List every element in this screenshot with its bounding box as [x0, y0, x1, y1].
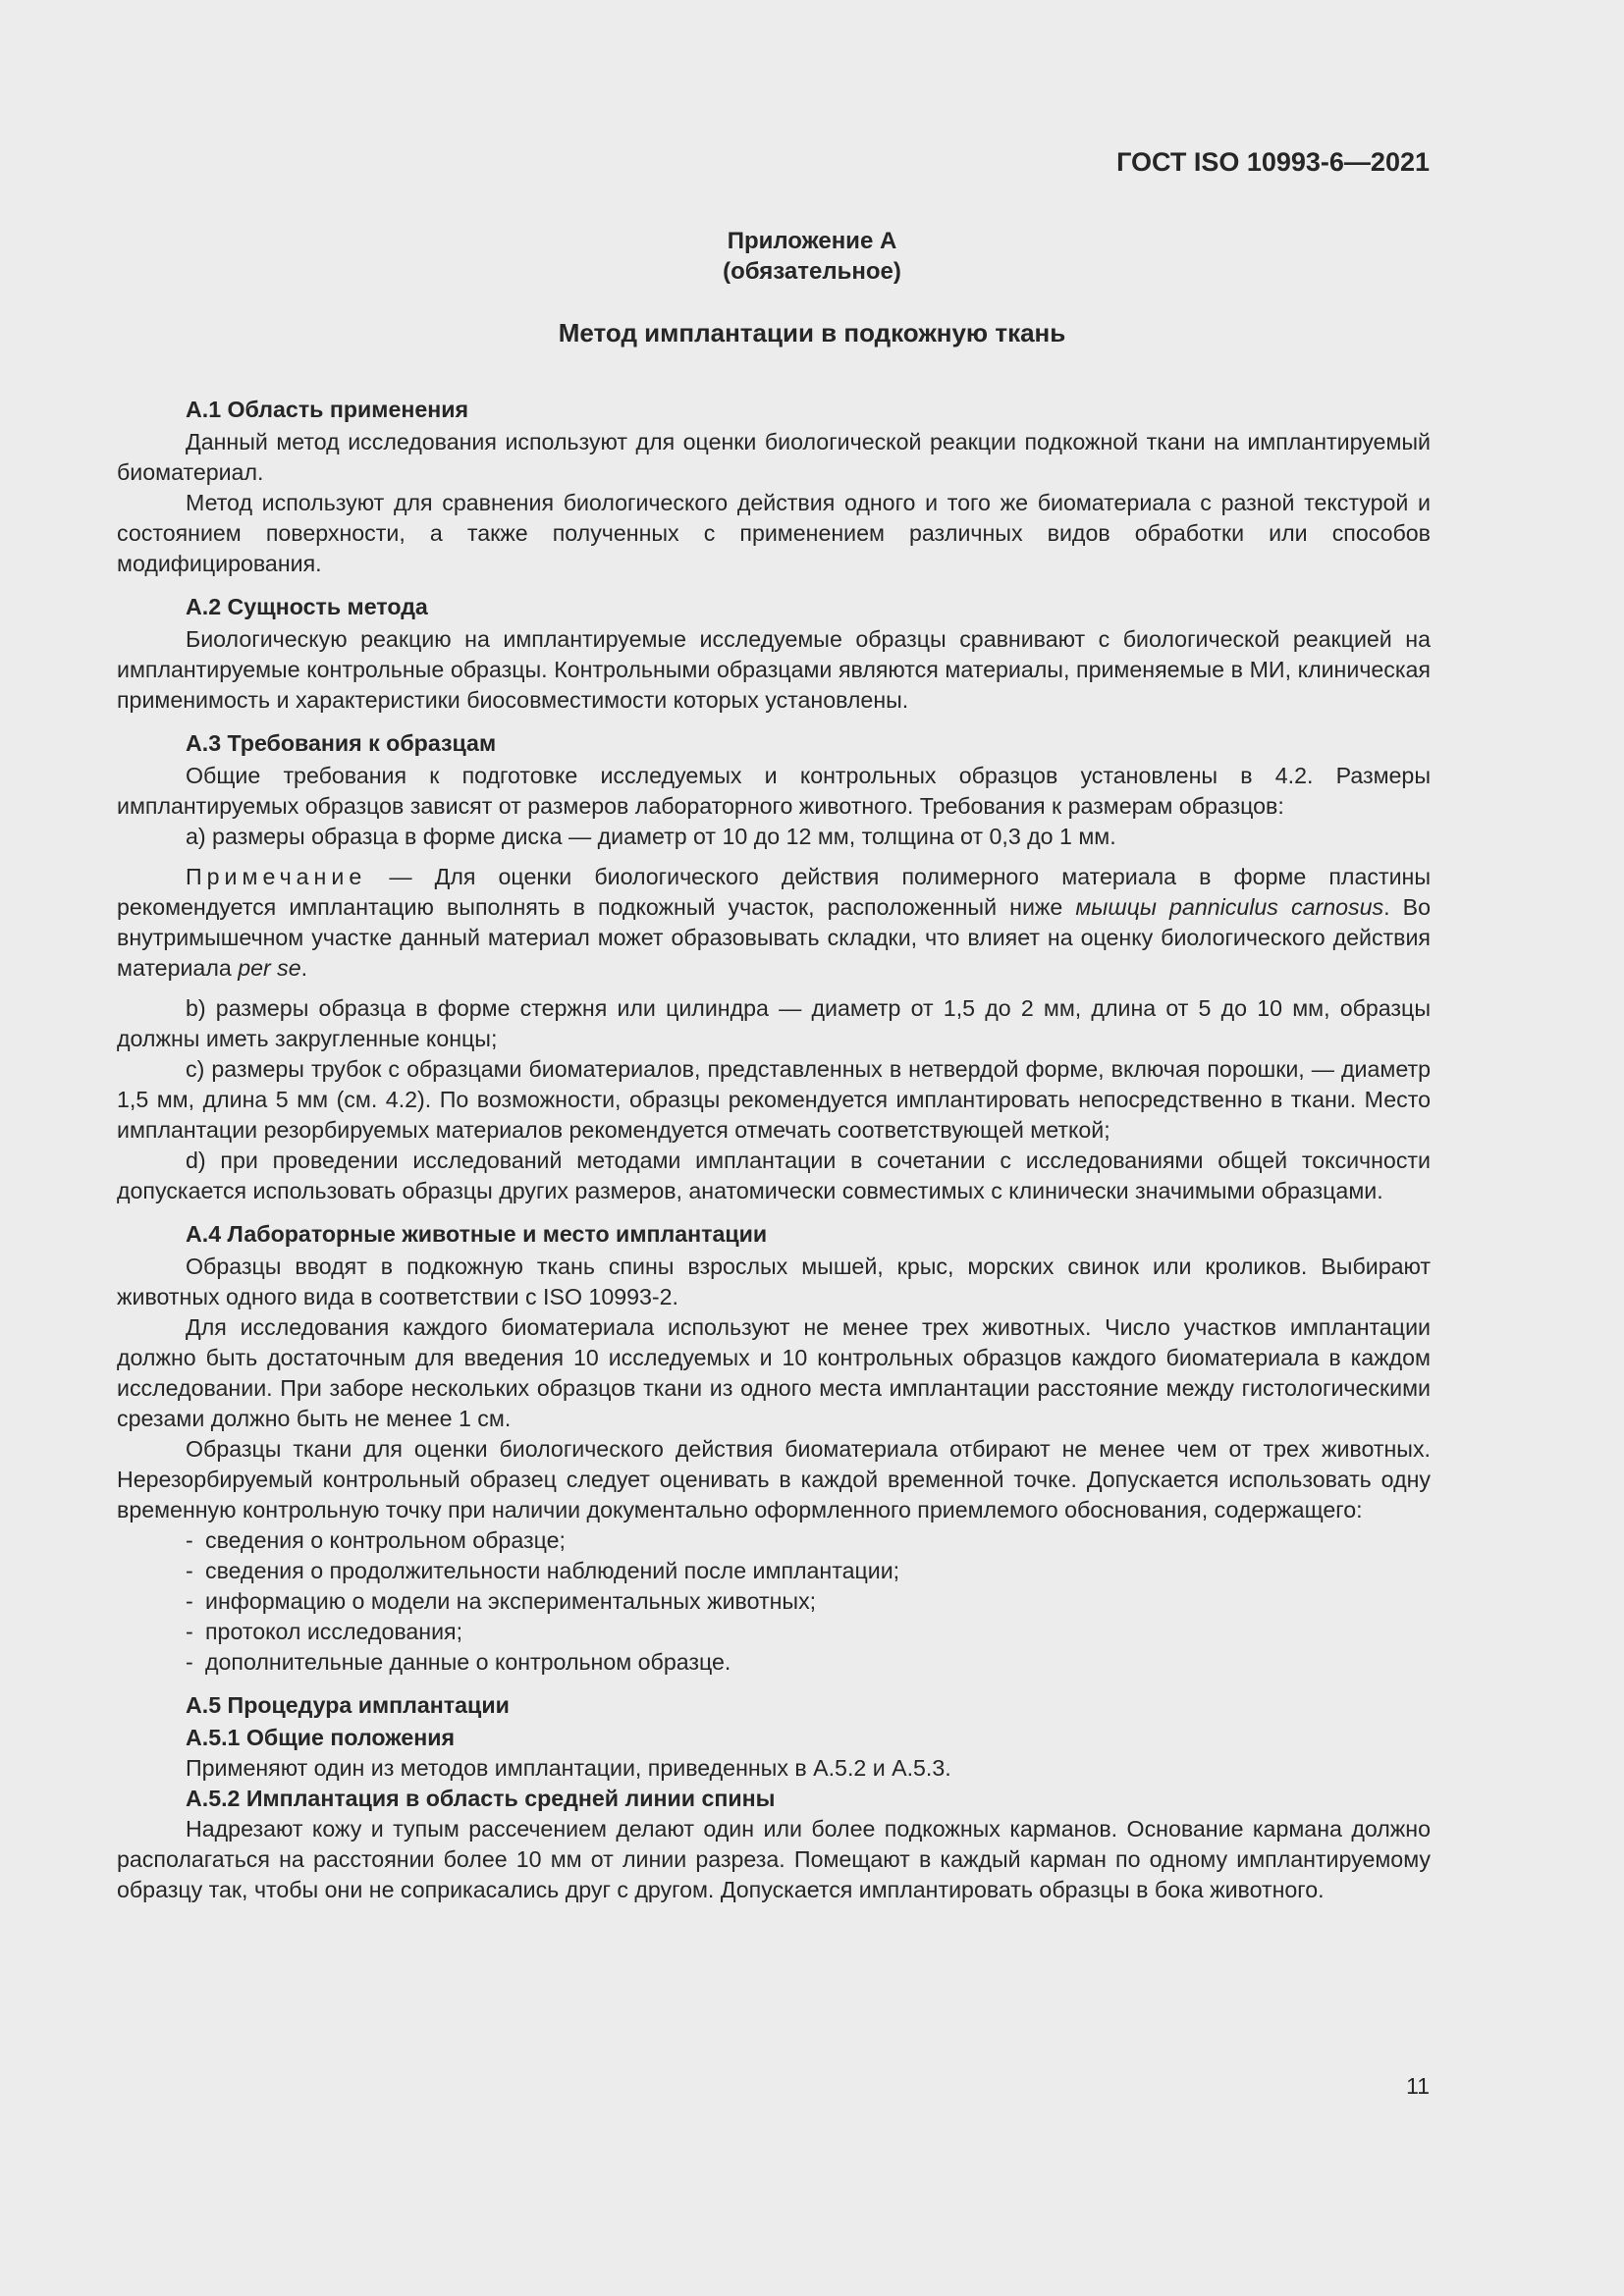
section-a2-heading: А.2 Сущность метода: [186, 594, 428, 619]
subsection-a5-1-heading: А.5.1 Общие положения: [186, 1725, 456, 1750]
paragraph: Надрезают кожу и тупым рассечением делают один или более подкожных карманов. Основание кармана должно располагаться на расстоянии более 10 мм от линии разреза. Помещают в каждый карман по одному имплантируемому образцу так, чтобы они не соприкасались друг с другом. Допускается имплантировать образцы в бока животного.: [117, 1816, 1431, 1902]
paragraph: Образцы вводят в подкожную ткань спины взрослых мышей, крыс, морских свинок или кроликов. Выбирают животных одного вида в соответствии с ISO 10993-2.: [117, 1254, 1431, 1309]
section-a1-heading: А.1 Область применения: [186, 397, 469, 422]
list-item-c: с) размеры трубок с образцами биоматериалов, представленных в нетвердой форме, включая порошки, — диаметр 1,5 мм, длина 5 мм (см. 4.2). По возможности, образцы рекомендуется имплантировать непосредственно в ткани. Место имплантации резорбируемых материалов рекомендуется отмечать соответствующей меткой;: [117, 1056, 1431, 1143]
paragraph: Для исследования каждого биоматериала используют не менее трех животных. Число участков имплантации должно быть достаточным для введения 10 исследуемых и 10 контрольных образцов каждого биоматериала в каждом исследовании. При заборе нескольких образцов ткани из одного места имплантации расстояние между гистологическими срезами должно быть не менее 1 см.: [117, 1314, 1431, 1431]
annex-title: Метод имплантации в подкожную ткань: [558, 318, 1066, 347]
list-item-b: b) размеры образца в форме стержня или цилиндра — диаметр от 1,5 до 2 мм, длина от 5 до 10 мм, образцы должны иметь закругленные концы;: [117, 995, 1431, 1051]
document-body: [117, 395, 1431, 1905]
list-item: - протокол исследования;: [186, 1617, 1431, 1647]
note: Примечание — Для оценки биологического действия полимерного материала в форме пластины рекомендуется имплантацию выполнять в подкожный участок, расположенный ниже мышцы panniculus carnosus. Во внутримышечном участке данный материал может образовывать складки, что влияет на оценку биологического действия материала per se.: [117, 864, 1431, 981]
list-item: - информацию о модели на экспериментальных животных;: [186, 1586, 1431, 1617]
page-number: 11: [1406, 2073, 1430, 2099]
note-label: Примечание: [186, 864, 367, 889]
section-a3-heading: А.3 Требования к образцам: [186, 730, 497, 756]
paragraph: Данный метод исследования используют для оценки биологической реакции подкожной ткани на имплантируемый биоматериал.: [117, 429, 1431, 485]
paragraph: Биологическую реакцию на имплантируемые исследуемые образцы сравнивают с биологической реакцией на имплантируемые контрольные образцы. Контрольными образцами являются материалы, применяемые в МИ, клиническая применимость и характеристики биосовместимости которых установлены.: [117, 626, 1431, 713]
subsection-a5-2-heading: А.5.2 Имплантация в область средней линии спины: [186, 1786, 776, 1811]
list-item: - дополнительные данные о контрольном образце.: [186, 1647, 1431, 1678]
paragraph: Применяют один из методов имплантации, приведенных в А.5.2 и А.5.3.: [186, 1755, 951, 1781]
paragraph: Общие требования к подготовке исследуемых и контрольных образцов установлены в 4.2. Размеры имплантируемых образцов зависят от размеров лабораторного животного. Требования к размерам образцов:: [117, 763, 1431, 819]
section-a4-heading: А.4 Лабораторные животные и место имплантации: [186, 1221, 768, 1247]
section-a5-heading: А.5 Процедура имплантации: [186, 1692, 510, 1718]
annex-label: Приложение А: [727, 228, 897, 254]
annex-status: (обязательное): [723, 258, 901, 285]
list-item-d: d) при проведении исследований методами имплантации в сочетании с исследованиями общей токсичности допускается использовать образцы других размеров, анатомически совместимых с клинически значимыми образцами.: [117, 1148, 1431, 1203]
list-item: - сведения о продолжительности наблюдений после имплантации;: [186, 1556, 1431, 1586]
paragraph: Образцы ткани для оценки биологического действия биоматериала отбирают не менее чем от трех животных. Нерезорбируемый контрольный образец следует оценивать в каждой временной точке. Допускается использовать одну временную контрольную точку при наличии документально оформленного приемлемого обоснования, содержащего:: [117, 1436, 1431, 1522]
annex-header: [0, 226, 1624, 287]
document-code: ГОСТ ISO 10993-6—2021: [1116, 147, 1430, 177]
list-item-a: а) размеры образца в форме диска — диаметр от 10 до 12 мм, толщина от 0,3 до 1 мм.: [186, 824, 1116, 849]
list-item: - сведения о контрольном образце;: [186, 1525, 1431, 1556]
dash-list: [117, 1525, 1431, 1678]
paragraph: Метод используют для сравнения биологического действия одного и того же биоматериала с разной текстурой и состоянием поверхности, а также полученных с применением различных видов обработки или способов модифицирования.: [117, 490, 1431, 576]
